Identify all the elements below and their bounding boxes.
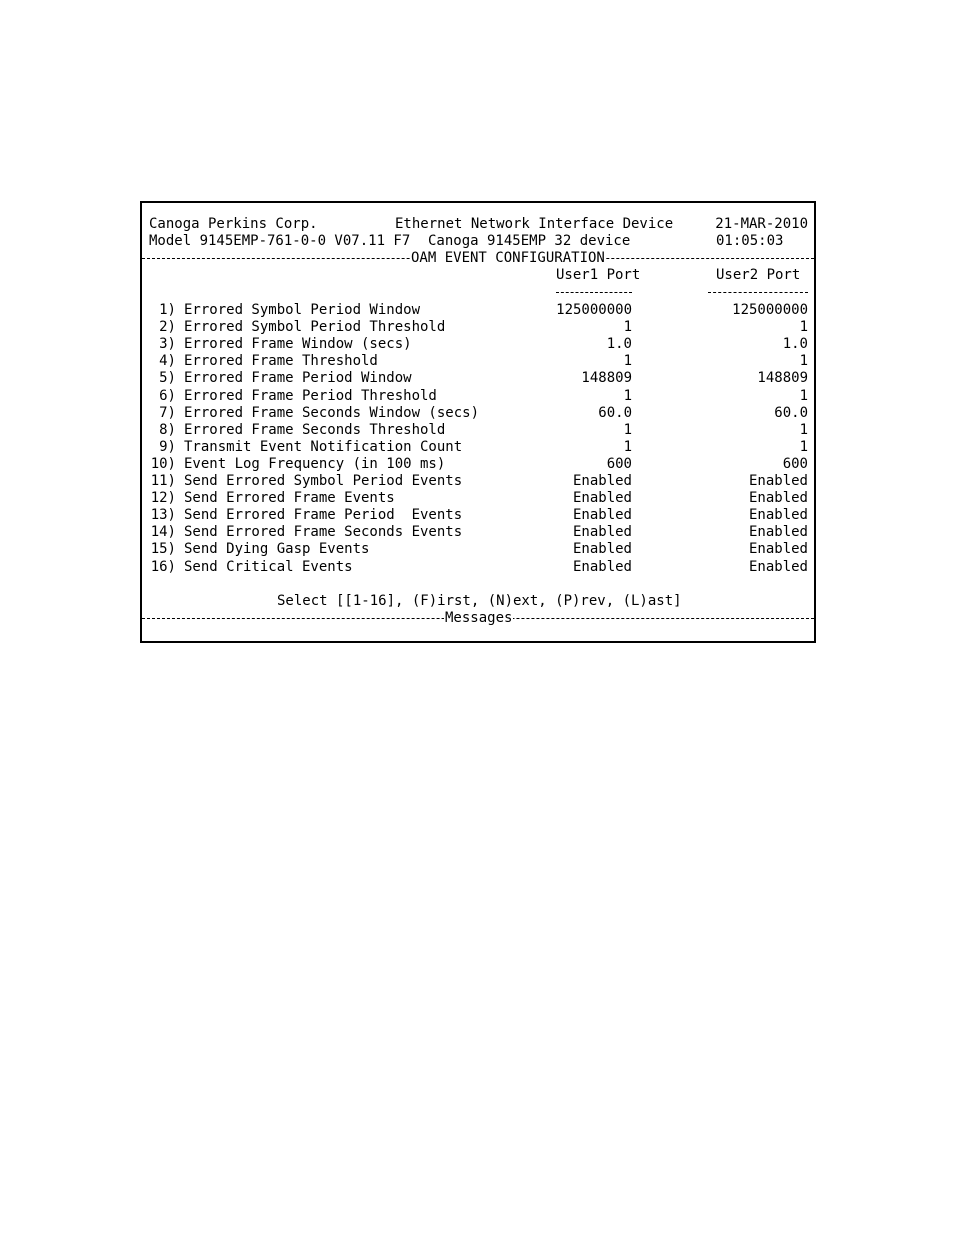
row-label: Errored Symbol Period Threshold xyxy=(184,319,446,335)
user1-value: Enabled xyxy=(572,524,632,540)
column-header-user1: User1 Port xyxy=(556,267,641,283)
user2-value: Enabled xyxy=(748,490,808,506)
row-number: 12) xyxy=(150,490,176,506)
table-row[interactable] xyxy=(142,405,814,422)
terminal-window xyxy=(140,201,816,643)
user2-value: 1 xyxy=(799,319,808,335)
table-row[interactable] xyxy=(142,319,814,336)
table-row[interactable] xyxy=(142,559,814,576)
user2-value: 1 xyxy=(799,422,808,438)
row-number: 13) xyxy=(150,507,176,523)
row-label: Errored Frame Period Threshold xyxy=(184,388,437,404)
product-name: Ethernet Network Interface Device xyxy=(395,216,674,232)
company-name: Canoga Perkins Corp. xyxy=(149,216,318,232)
command-prompt[interactable]: Select [[1-16], (F)irst, (N)ext, (P)rev, (L)ast] xyxy=(277,593,682,609)
user1-value: 1 xyxy=(623,439,632,455)
user1-value: 1 xyxy=(623,353,632,369)
user2-value: Enabled xyxy=(748,473,808,489)
row-number: 2) xyxy=(150,319,176,335)
user2-value: Enabled xyxy=(748,507,808,523)
user1-value: 125000000 xyxy=(556,302,632,318)
row-number: 3) xyxy=(150,336,176,352)
user2-value: 60.0 xyxy=(774,405,808,421)
column-underline-user1 xyxy=(556,292,632,293)
column-underline-user2 xyxy=(708,292,808,293)
row-label: Errored Frame Seconds Threshold xyxy=(184,422,446,438)
user2-value: Enabled xyxy=(748,559,808,575)
user1-value: 148809 xyxy=(581,370,632,386)
user2-value: 125000000 xyxy=(732,302,808,318)
row-label: Event Log Frequency (in 100 ms) xyxy=(184,456,446,472)
row-label: Errored Symbol Period Window xyxy=(184,302,421,318)
user1-value: Enabled xyxy=(572,559,632,575)
row-number: 5) xyxy=(150,370,176,386)
row-number: 10) xyxy=(150,456,176,472)
row-label: Errored Frame Window (secs) xyxy=(184,336,412,352)
table-row[interactable] xyxy=(142,507,814,524)
row-label: Send Errored Frame Events xyxy=(184,490,395,506)
row-number: 7) xyxy=(150,405,176,421)
user2-value: 1 xyxy=(799,353,808,369)
table-row[interactable] xyxy=(142,524,814,541)
row-label: Send Errored Frame Period Events xyxy=(184,507,463,523)
row-number: 9) xyxy=(150,439,176,455)
header-time: 01:05:03 xyxy=(716,233,784,249)
table-row[interactable] xyxy=(142,353,814,370)
user1-value: Enabled xyxy=(572,490,632,506)
device-name: Canoga 9145EMP 32 device xyxy=(428,233,631,249)
user2-value: 600 xyxy=(782,456,808,472)
user1-value: Enabled xyxy=(572,541,632,557)
row-label: Errored Frame Threshold xyxy=(184,353,378,369)
table-row[interactable] xyxy=(142,541,814,558)
messages-label: Messages xyxy=(445,610,513,626)
user2-value: 148809 xyxy=(757,370,808,386)
section-title: OAM EVENT CONFIGURATION xyxy=(411,250,605,266)
header-date: 21-MAR-2010 xyxy=(715,216,808,232)
table-row[interactable] xyxy=(142,456,814,473)
table-row[interactable] xyxy=(142,439,814,456)
table-row[interactable] xyxy=(142,302,814,319)
column-header-user2: User2 Port xyxy=(716,267,801,283)
table-row[interactable] xyxy=(142,473,814,490)
row-number: 16) xyxy=(150,559,176,575)
row-number: 8) xyxy=(150,422,176,438)
row-label: Send Errored Frame Seconds Events xyxy=(184,524,463,540)
section-divider xyxy=(142,250,814,267)
messages-area xyxy=(149,627,807,644)
row-number: 1) xyxy=(150,302,176,318)
row-label: Errored Frame Seconds Window (secs) xyxy=(184,405,480,421)
row-number: 6) xyxy=(150,388,176,404)
row-label: Transmit Event Notification Count xyxy=(184,439,463,455)
table-row[interactable] xyxy=(142,370,814,387)
user2-value: 1.0 xyxy=(782,336,808,352)
user1-value: Enabled xyxy=(572,473,632,489)
row-number: 14) xyxy=(150,524,176,540)
row-label: Send Critical Events xyxy=(184,559,353,575)
row-number: 4) xyxy=(150,353,176,369)
table-row[interactable] xyxy=(142,388,814,405)
user1-value: 1 xyxy=(623,388,632,404)
user2-value: 1 xyxy=(799,388,808,404)
model-info: Model 9145EMP-761-0-0 V07.11 F7 xyxy=(149,233,411,249)
row-label: Send Dying Gasp Events xyxy=(184,541,370,557)
user2-value: Enabled xyxy=(748,541,808,557)
row-label: Send Errored Symbol Period Events xyxy=(184,473,463,489)
messages-divider xyxy=(142,610,814,627)
user1-value: 1.0 xyxy=(606,336,632,352)
user1-value: 1 xyxy=(623,319,632,335)
user1-value: 600 xyxy=(606,456,632,472)
user1-value: 60.0 xyxy=(598,405,632,421)
row-number: 11) xyxy=(150,473,176,489)
table-row[interactable] xyxy=(142,422,814,439)
table-row[interactable] xyxy=(142,490,814,507)
row-number: 15) xyxy=(150,541,176,557)
user2-value: 1 xyxy=(799,439,808,455)
user2-value: Enabled xyxy=(748,524,808,540)
table-row[interactable] xyxy=(142,336,814,353)
user1-value: 1 xyxy=(623,422,632,438)
row-label: Errored Frame Period Window xyxy=(184,370,412,386)
user1-value: Enabled xyxy=(572,507,632,523)
